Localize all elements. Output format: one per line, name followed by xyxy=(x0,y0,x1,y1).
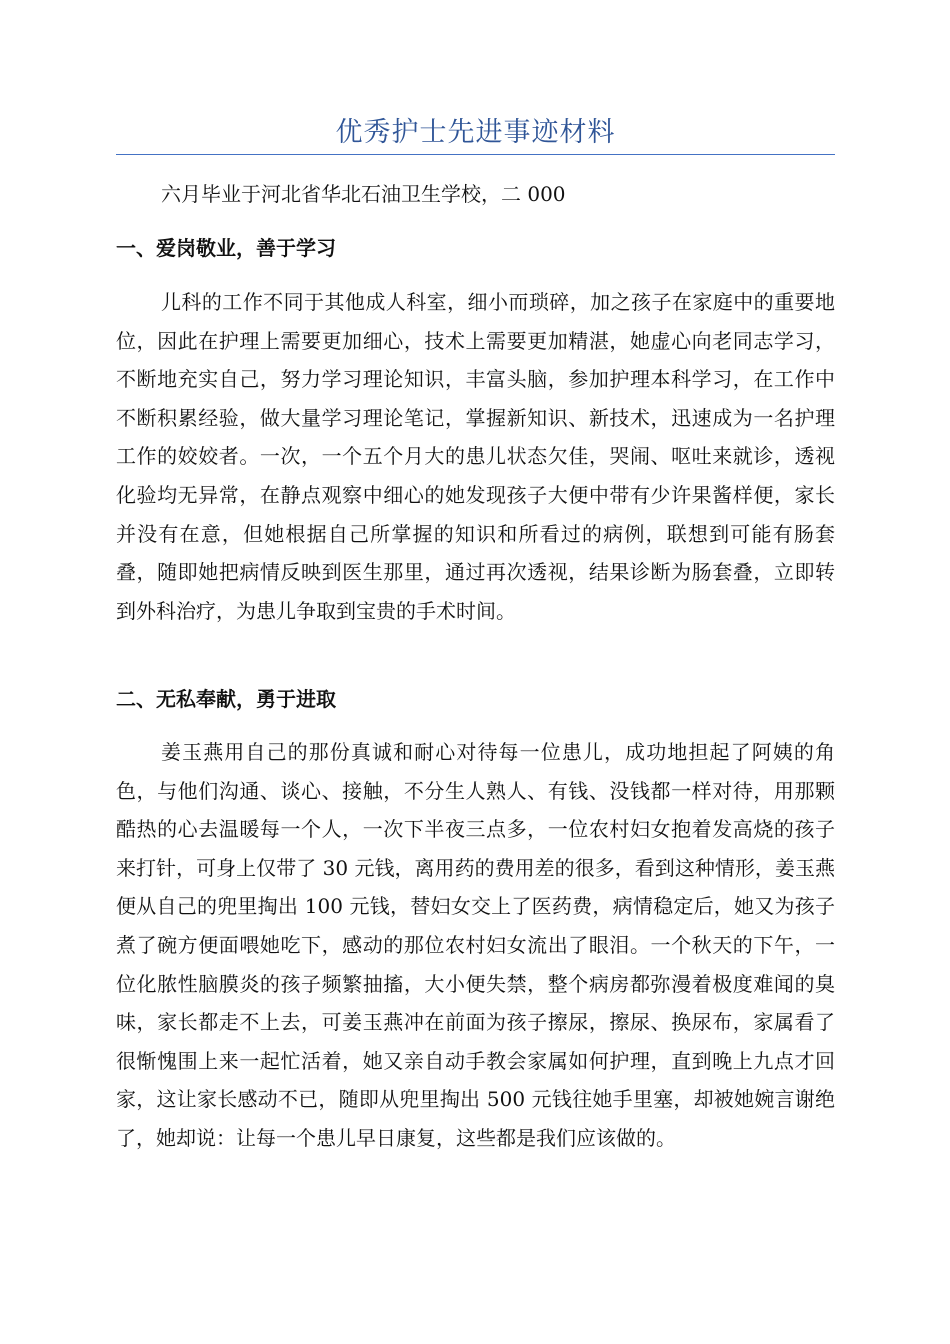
section-paragraph-2: 姜玉燕用自己的那份真诚和耐心对待每一位患儿，成功地担起了阿姨的角色，与他们沟通、谈心、接触，不分生人熟人、有钱、没钱都一样对待，用那颗酷热的心去温暖每一个人，一次下半夜三点多，一位农村妇女抱着发高烧的孩子来打针，可身上仅带了 30 元钱，离用药的费用差的很多，看到这种情形，姜玉燕便从自己的兜里掏出 100 元钱，替妇女交上了医药费，病情稳定后，她又为孩子煮了碗方便面喂她吃下，感动的那位农村妇女流出了眼泪。一个秋天的下午，一位化脓性脑膜炎的孩子频繁抽搐，大小便失禁，整个病房都弥漫着极度难闻的臭味，家长都走不上去，可姜玉燕冲在前面为孩子擦尿，擦尿、换尿布，家属看了很惭愧围上来一起忙活着，她又亲自动手教会家属如何护理，直到晚上九点才回家，这让家长感动不已，随即从兜里掏出 500 元钱往她手里塞，却被她婉言谢绝了，她却说：让每一个患儿早日康复，这些都是我们应该做的。 xyxy=(116,740,835,1150)
document-title: 优秀护士先进事迹材料 xyxy=(335,117,616,148)
intro-paragraph: 六月毕业于河北省华北石油卫生学校，二 000 xyxy=(161,182,566,206)
section-paragraph-1: 儿科的工作不同于其他成人科室，细小而琐碎，加之孩子在家庭中的重要地位，因此在护理上需要更加细心，技术上需要更加精湛，她虚心向老同志学习，不断地充实自己，努力学习理论知识，丰富头脑，参加护理本科学习，在工作中不断积累经验，做大量学习理论笔记，掌握新知识、新技术，迅速成为一名护理工作的姣姣者。一次，一个五个月大的患儿状态欠佳，哭闹、呕吐来就诊，透视化验均无异常，在静点观察中细心的她发现孩子大便中带有少许果酱样便，家长并没有在意，但她根据自己所掌握的知识和所看过的病例，联想到可能有肠套叠，随即她把病情反映到医生那里，通过再次透视，结果诊断为肠套叠，立即转到外科治疗，为患儿争取到宝贵的手术时间。 xyxy=(116,290,835,623)
section-heading-2: 二、无私奉献，勇于进取 xyxy=(116,687,336,711)
title-underline xyxy=(116,154,835,155)
section-heading-1: 一、爱岗敬业，善于学习 xyxy=(116,236,336,260)
